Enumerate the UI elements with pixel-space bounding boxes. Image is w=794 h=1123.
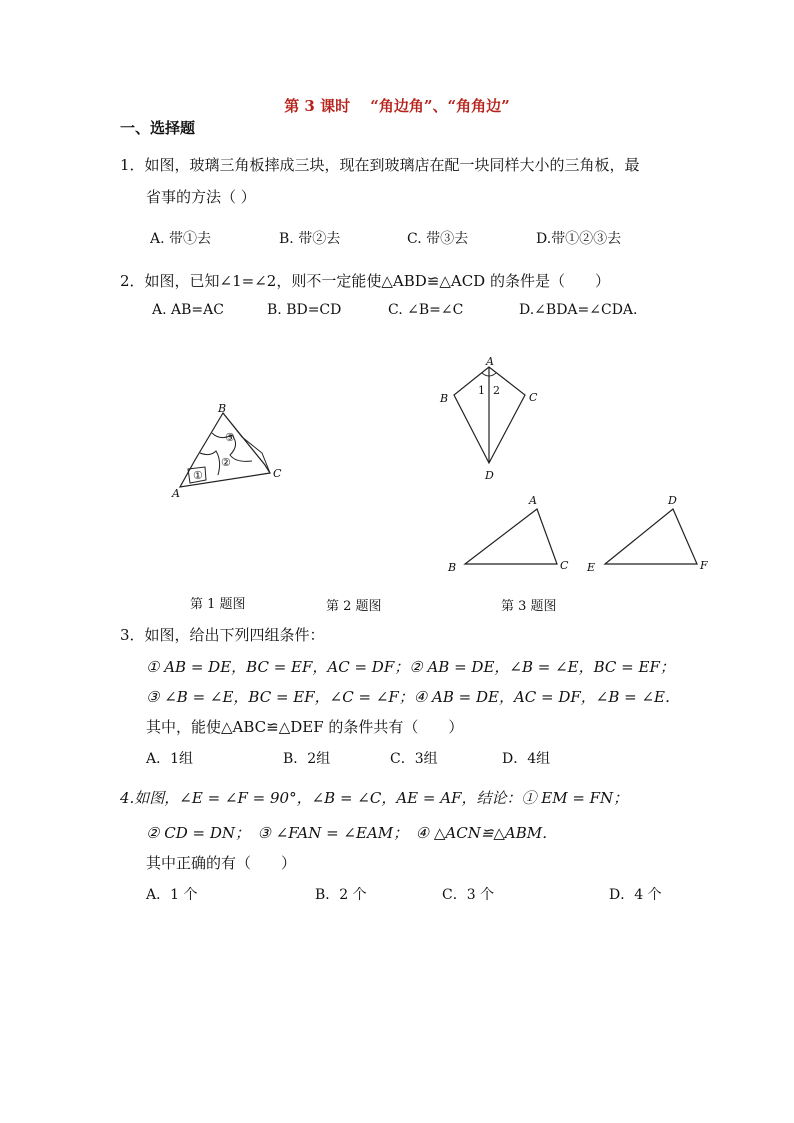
figure-1-broken-triangle bbox=[160, 395, 295, 505]
fig2-label-angle-1: 1 bbox=[478, 384, 485, 397]
q3-conditions-line2: ③ ∠B = ∠E，BC = EF，∠C = ∠F；④ AB = DE，AC = DF，∠B = ∠E． bbox=[146, 688, 681, 706]
fig2-label-A: A bbox=[486, 355, 494, 368]
q4-option-c: C．3 个 bbox=[442, 887, 495, 903]
section-heading: 一、选择题 bbox=[120, 119, 196, 137]
q1-option-a: A. 带①去 bbox=[150, 231, 212, 247]
fig1-label-B: B bbox=[218, 402, 227, 415]
fig1-label-C: C bbox=[273, 467, 282, 480]
fig1-label-p3: ③ bbox=[225, 431, 235, 444]
q4-stem-line2: ② CD = DN； ③ ∠FAN = ∠EAM； ④ △ACN≌△ABM． bbox=[146, 824, 558, 842]
fig3-label-C: C bbox=[560, 559, 569, 572]
fig2-label-angle-2: 2 bbox=[493, 384, 500, 397]
q3-question: 其中，能使△ABC≌△DEF 的条件共有（ ） bbox=[146, 718, 464, 736]
fig3-label-F: F bbox=[700, 559, 708, 572]
q3-option-a: A．1组 bbox=[146, 751, 194, 767]
fig3-label-B: B bbox=[448, 561, 457, 574]
fig1-label-A: A bbox=[172, 487, 180, 500]
q2-option-d: D.∠BDA=∠CDA. bbox=[519, 302, 638, 318]
fig1-label-p1: ① bbox=[193, 469, 203, 482]
q4-question: 其中正确的有（ ） bbox=[146, 854, 297, 872]
fig3-label-D: D bbox=[668, 494, 677, 507]
fig3-label-E: E bbox=[587, 561, 596, 574]
q4-option-d: D．4 个 bbox=[609, 887, 662, 903]
fig3-label-A: A bbox=[529, 494, 537, 507]
fig2-label-C: C bbox=[529, 391, 538, 404]
q3-option-d: D．4组 bbox=[502, 751, 551, 767]
page-title: 第 3 课时 “角边角”、“角角边” bbox=[284, 97, 510, 115]
q1-stem-line2: 省事的方法（ ） bbox=[146, 188, 256, 206]
q3-option-c: C．3组 bbox=[390, 751, 438, 767]
q1-option-d: D.带①②③去 bbox=[536, 231, 622, 247]
figure-3-triangles bbox=[440, 490, 720, 580]
q1-option-c: C. 带③去 bbox=[407, 231, 469, 247]
q4-option-b: B．2 个 bbox=[315, 887, 367, 903]
q4-option-a: A．1 个 bbox=[146, 887, 198, 903]
q3-option-b: B．2组 bbox=[283, 751, 331, 767]
fig1-label-p2: ② bbox=[221, 456, 231, 469]
q1-stem-line1: 1．如图，玻璃三角板摔成三块，现在到玻璃店在配一块同样大小的三角板，最 bbox=[120, 156, 640, 174]
fig1-caption: 第 1 题图 bbox=[190, 597, 246, 612]
fig3-caption: 第 3 题图 bbox=[501, 599, 557, 614]
fig2-label-B: B bbox=[440, 392, 449, 405]
fig3-triangle-abc bbox=[465, 509, 557, 564]
fig3-triangle-def bbox=[605, 509, 697, 564]
q1-option-b: B. 带②去 bbox=[279, 231, 341, 247]
q2-stem: 2．如图，已知∠1=∠2，则不一定能使△ABD≌△ACD 的条件是（ ） bbox=[120, 272, 610, 290]
q4-stem-line1: 4.如图，∠E = ∠F = 90°，∠B = ∠C，AE = AF，结论：① EM = FN； bbox=[120, 789, 629, 807]
fig2-label-D: D bbox=[485, 469, 494, 482]
q2-option-a: A. AB=AC bbox=[152, 302, 224, 318]
q3-conditions-line1: ① AB = DE，BC = EF，AC = DF；② AB = DE，∠B = ∠E，BC = EF； bbox=[146, 658, 675, 676]
fig2-caption: 第 2 题图 bbox=[326, 599, 382, 614]
figure-2-kite bbox=[430, 355, 550, 485]
q2-option-c: C. ∠B=∠C bbox=[388, 302, 464, 318]
q3-stem: 3．如图，给出下列四组条件： bbox=[120, 626, 325, 644]
q2-option-b: B. BD=CD bbox=[267, 302, 342, 318]
fig1-crack-2 bbox=[200, 451, 220, 475]
